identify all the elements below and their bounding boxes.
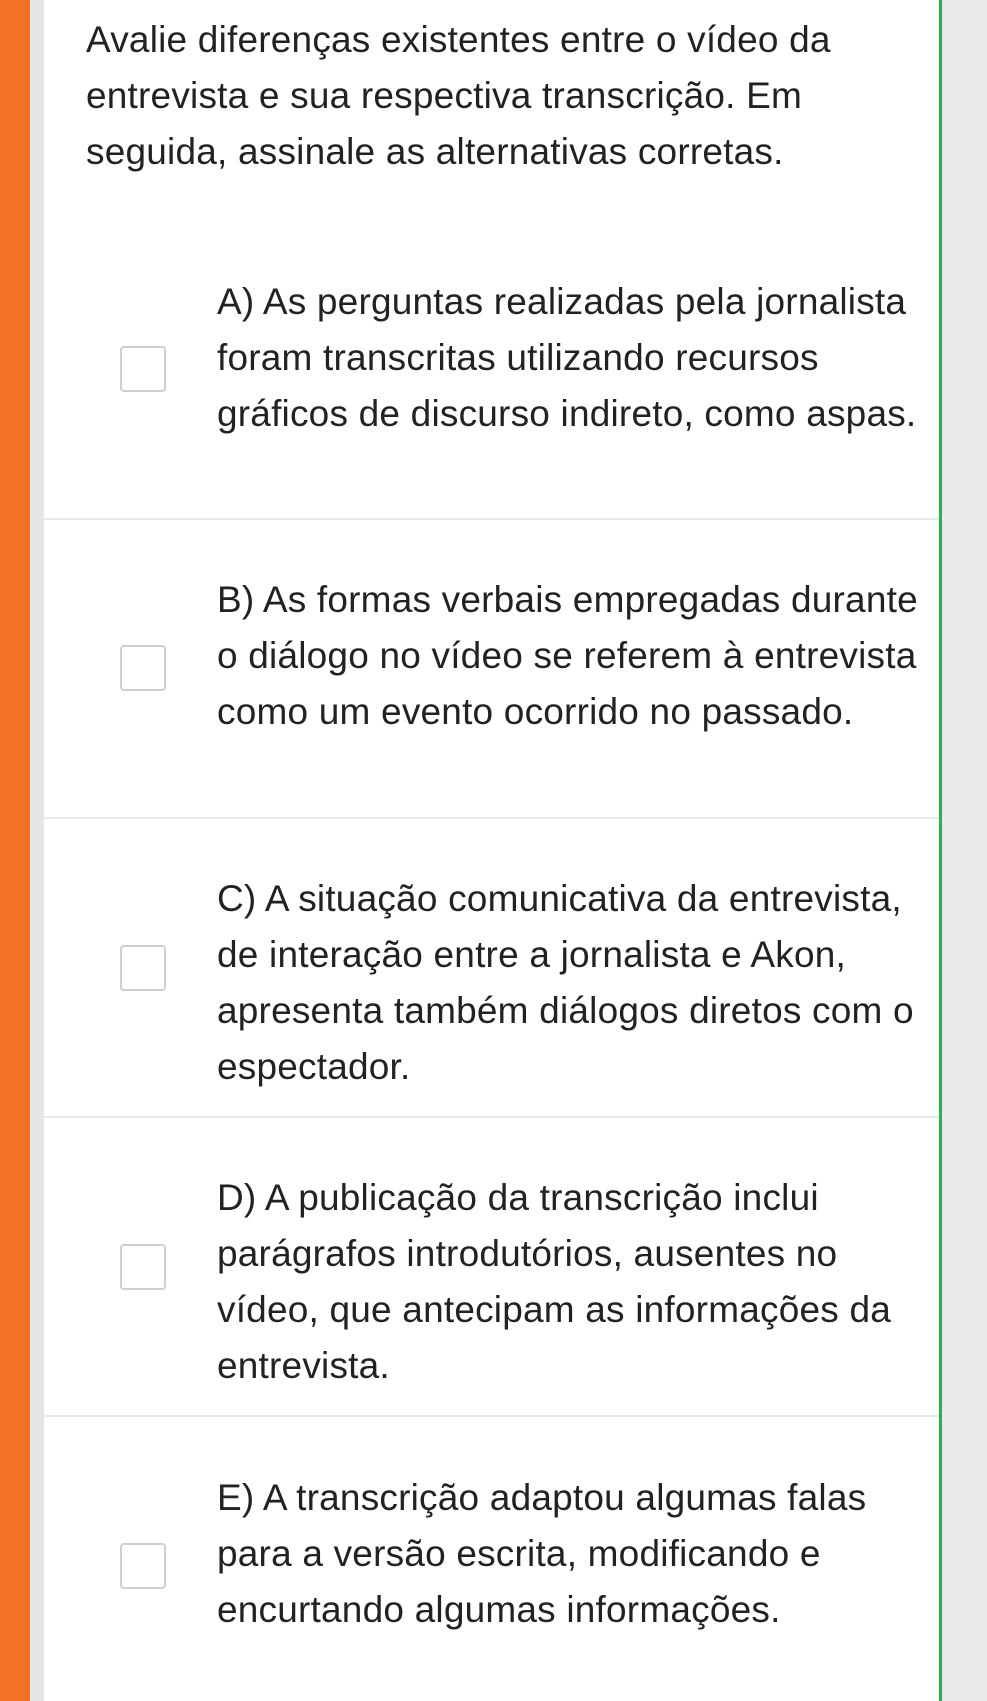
option-d-label: D) A publicação da transcrição inclui parágrafos introdutórios, ausentes no vídeo, que antecipam as informações da entrevista. xyxy=(217,1177,891,1386)
divider xyxy=(44,817,939,819)
question-text: Avalie diferenças existentes entre o vídeo da entrevista e sua respectiva transcrição. Em seguida, assinale as alternativas corretas. xyxy=(86,19,831,172)
option-a-checkbox[interactable] xyxy=(120,346,166,392)
option-e-label: E) A transcrição adaptou algumas falas para a versão escrita, modificando e encurtando algumas informações. xyxy=(217,1477,867,1630)
option-b-label: B) As formas verbais empregadas durante o diálogo no vídeo se referem à entrevista como um evento ocorrido no passado. xyxy=(217,579,918,732)
left-edge xyxy=(30,0,44,1701)
option-a-label: A) As perguntas realizadas pela jornalista foram transcritas utilizando recursos gráficos de discurso indireto, como aspas. xyxy=(217,281,917,434)
option-d-checkbox[interactable] xyxy=(120,1244,166,1290)
divider xyxy=(44,1415,939,1417)
divider xyxy=(44,1116,939,1118)
option-c-label: C) A situação comunicativa da entrevista, de interação entre a jornalista e Akon, apresenta também diálogos diretos com o espectador. xyxy=(217,878,914,1087)
option-e-checkbox[interactable] xyxy=(120,1543,166,1589)
option-c-checkbox[interactable] xyxy=(120,945,166,991)
divider xyxy=(44,518,939,520)
option-b-checkbox[interactable] xyxy=(120,645,166,691)
right-edge xyxy=(942,0,987,1701)
left-accent-bar xyxy=(0,0,30,1701)
question-card xyxy=(44,0,942,1701)
